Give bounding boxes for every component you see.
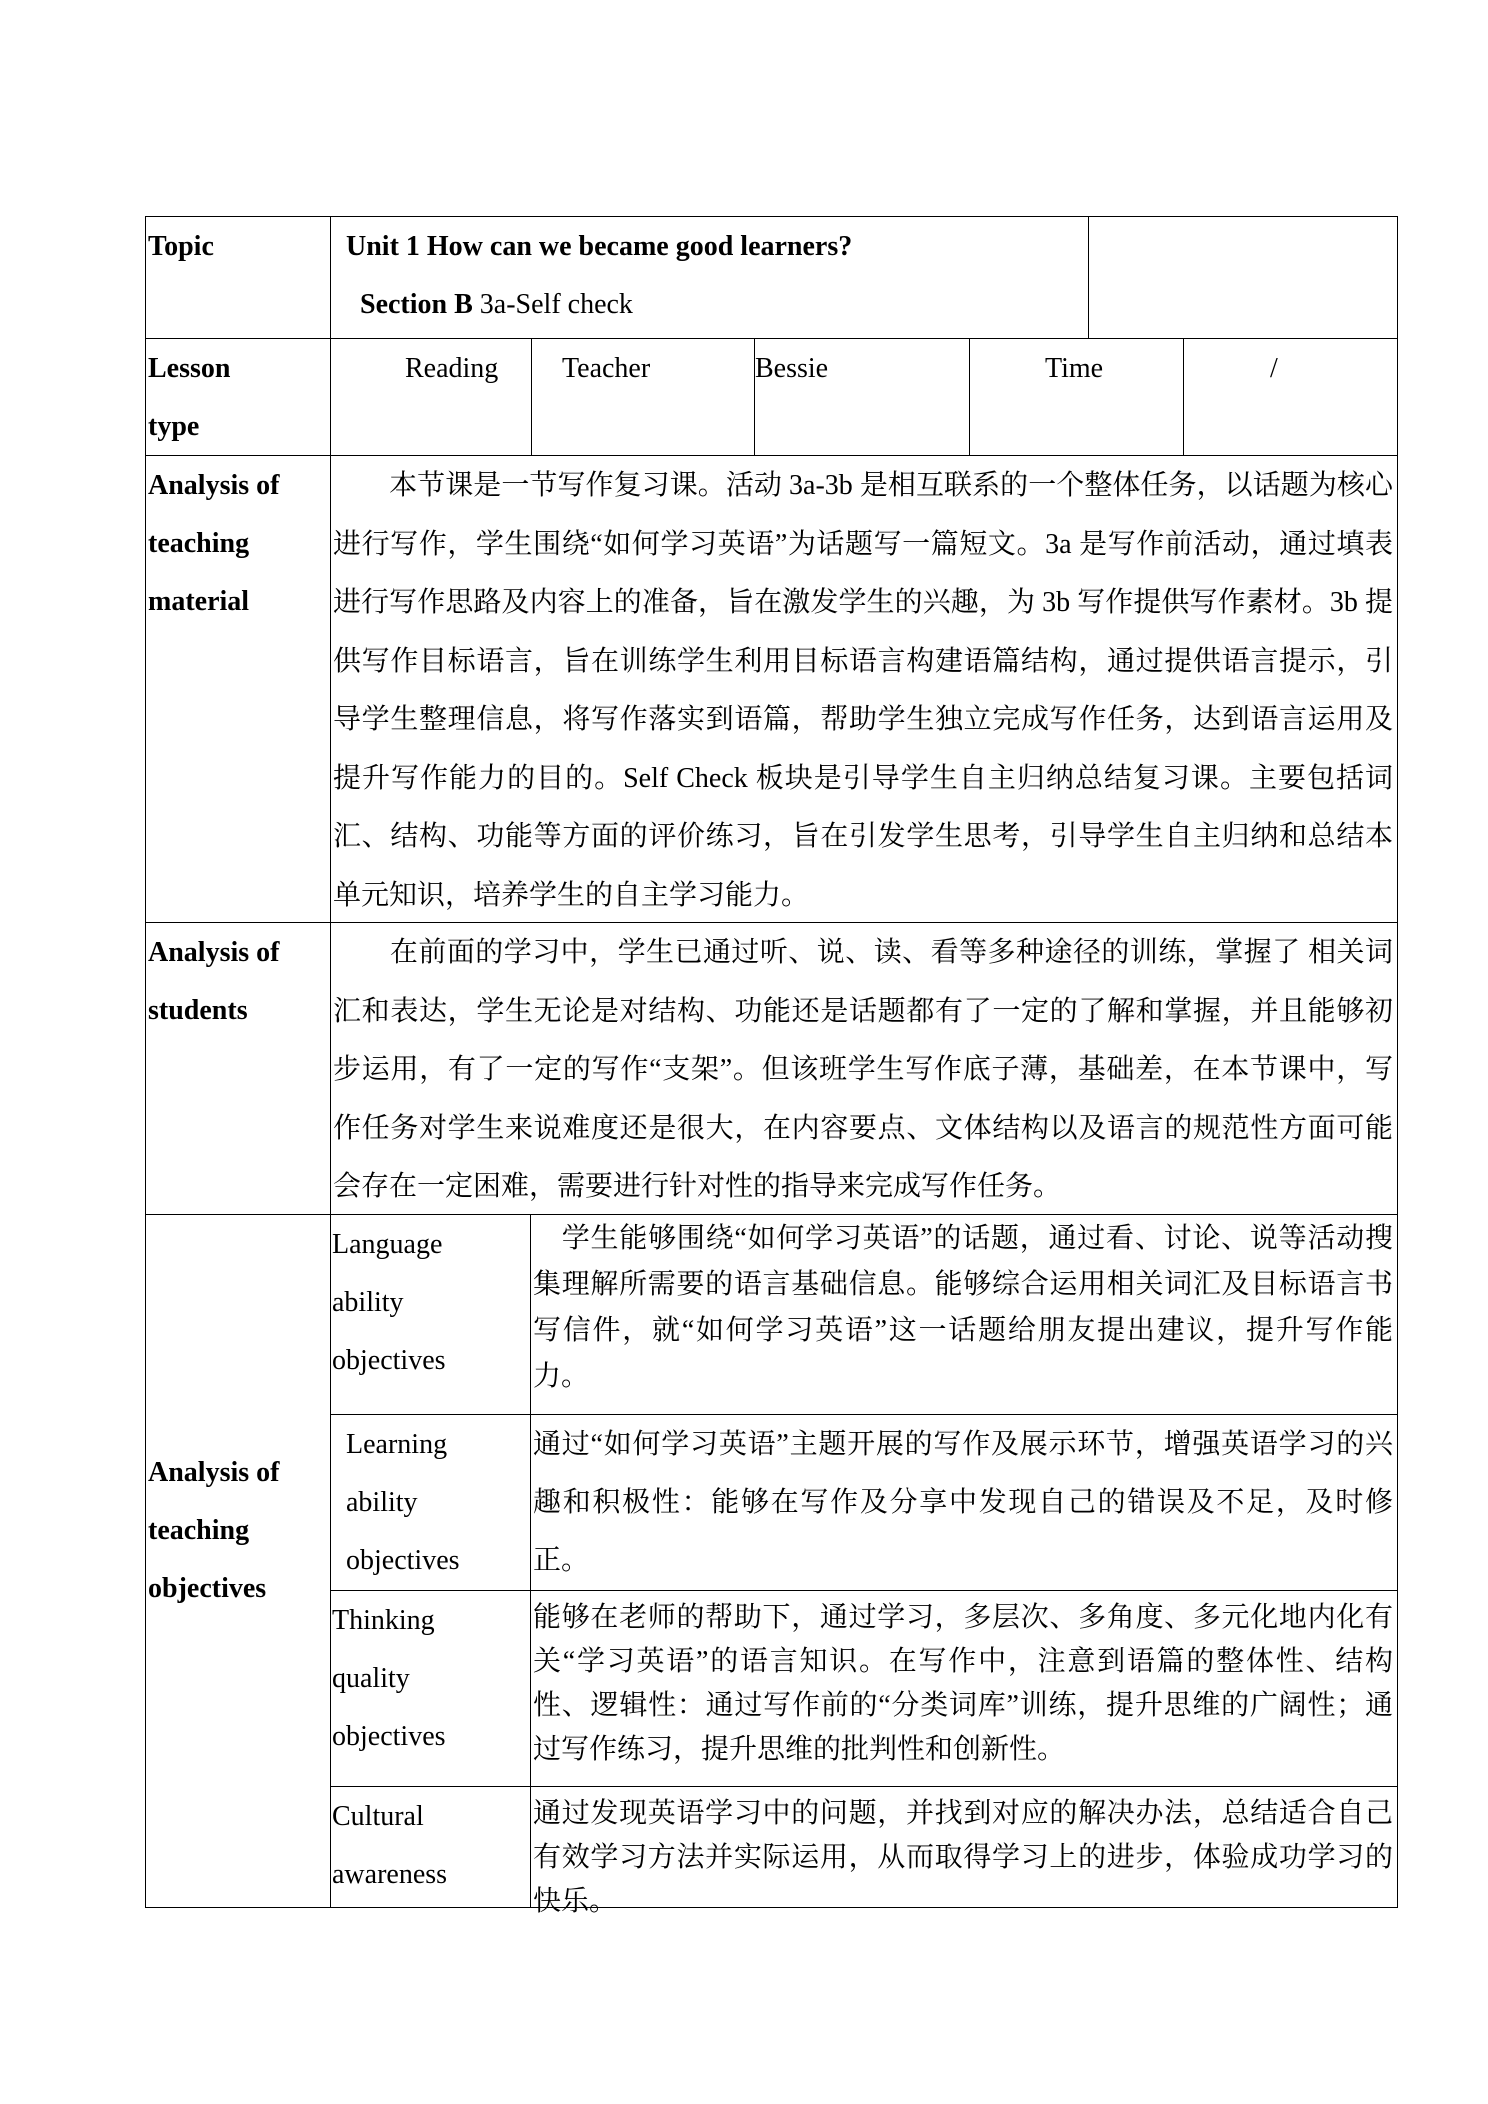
material-label-line3: material <box>148 586 250 617</box>
thinking-objectives-text: 能够在老师的帮助下，通过学习，多层次、多角度、多元化地内化有关“学习英语”的语言知识。在写作中，注意到语篇的整体性、结构性、逻辑性：通过写作前的“分类词库”训练，提升思维的广阔性；通过写作练习，提升思维的批判性和创新性。 <box>533 1602 1393 1765</box>
section-range: 3a-Self check <box>479 289 633 320</box>
material-label-line1: Analysis of <box>148 470 280 501</box>
thinking-objectives-label-line3: objectives <box>332 1721 446 1752</box>
teacher-value: Bessie <box>755 353 829 384</box>
learning-objectives-label-line2: ability <box>346 1487 418 1518</box>
lesson-type-value: Reading <box>405 353 499 384</box>
section-label: Section B <box>360 289 473 320</box>
cultural-awareness-label-line2: awareness <box>332 1859 448 1890</box>
teacher-label: Teacher <box>562 353 651 384</box>
objectives-label-line3: objectives <box>148 1573 267 1604</box>
learning-objectives-text: 通过“如何学习英语”主题开展的写作及展示环节，增强英语学习的兴趣和积极性：能够在写作及分享中发现自己的错误及不足，及时修正。 <box>533 1429 1393 1576</box>
time-label: Time <box>1045 353 1104 384</box>
language-objectives-label-line1: Language <box>332 1229 443 1260</box>
thinking-objectives-label-line1: Thinking <box>332 1605 435 1636</box>
cultural-awareness-label-line1: Cultural <box>332 1801 424 1832</box>
column-divider <box>531 338 532 455</box>
learning-objectives-label-line3: objectives <box>346 1545 460 1576</box>
column-divider <box>1183 338 1184 455</box>
lesson-type-label-line1: Lesson <box>148 353 231 384</box>
column-divider <box>330 216 331 1908</box>
lesson-type-label-line2: type <box>148 411 200 442</box>
thinking-objectives-label-line2: quality <box>332 1663 410 1694</box>
table-border-top <box>145 216 1398 217</box>
objectives-label-line2: teaching <box>148 1515 250 1546</box>
column-divider <box>530 1214 531 1908</box>
column-divider <box>1088 216 1089 338</box>
table-border-right <box>1397 216 1398 1908</box>
topic-label: Topic <box>148 231 214 262</box>
language-objectives-label-line3: objectives <box>332 1345 446 1376</box>
learning-objectives-label-line1: Learning <box>346 1429 448 1460</box>
objectives-label-line1: Analysis of <box>148 1457 280 1488</box>
column-divider <box>969 338 970 455</box>
row-divider <box>145 455 1398 456</box>
time-value: / <box>1270 353 1278 384</box>
subrow-divider <box>330 1414 1398 1415</box>
language-objectives-label-line2: ability <box>332 1287 404 1318</box>
material-label-line2: teaching <box>148 528 250 559</box>
students-label-line2: students <box>148 995 248 1026</box>
subrow-divider <box>330 1786 1398 1787</box>
subrow-divider <box>330 1590 1398 1591</box>
material-analysis-text: 本节课是一节写作复习课。活动 3a-3b 是相互联系的一个整体任务，以话题为核心进行写作，学生围绕“如何学习英语”为话题写一篇短文。3a 是写作前活动，通过填表进行写作思路及内容上的准备，旨在激发学生的兴趣，为 3b 写作提供写作素材。3b 提供写作目标语言，旨在训练学生利用目标语言构建语篇结构，通过提供语言提示，引导学生整理信息，将写作落实到语篇，帮助学生独立完成写作任务，达到语言运用及提升写作能力的目的。Self Check 板块是引导学生自主归纳总结复习课。主要包括词汇、结构、功能等方面的评价练习，旨在引发学生思考，引导学生自主归纳和总结本单元知识，培养学生的自主学习能力。 <box>333 470 1393 911</box>
unit-title: Unit 1 How can we became good learners? <box>346 231 853 262</box>
section-line <box>360 276 633 334</box>
language-objectives-text: 学生能够围绕“如何学习英语”的话题，通过看、讨论、说等活动搜集理解所需要的语言基础信息。能够综合运用相关词汇及目标语言书写信件，就“如何学习英语”这一话题给朋友提出建议，提升写作能力。 <box>533 1223 1393 1392</box>
table-border-left <box>145 216 146 1908</box>
students-label-line1: Analysis of <box>148 937 280 968</box>
students-analysis-text: 在前面的学习中，学生已通过听、说、读、看等多种途径的训练，掌握了 相关词汇和表达，学生无论是对结构、功能还是话题都有了一定的了解和掌握，并且能够初步运用，有了一定的写作“支架”。但该班学生写作底子薄，基础差，在本节课中，写作任务对学生来说难度还是很大，在内容要点、文体结构以及语言的规范性方面可能会存在一定困难，需要进行针对性的指导来完成写作任务。 <box>333 937 1393 1202</box>
cultural-awareness-text: 通过发现英语学习中的问题，并找到对应的解决办法，总结适合自己有效学习方法并实际运用，从而取得学习上的进步，体验成功学习的快乐。 <box>533 1798 1393 1917</box>
row-divider <box>145 338 1398 339</box>
